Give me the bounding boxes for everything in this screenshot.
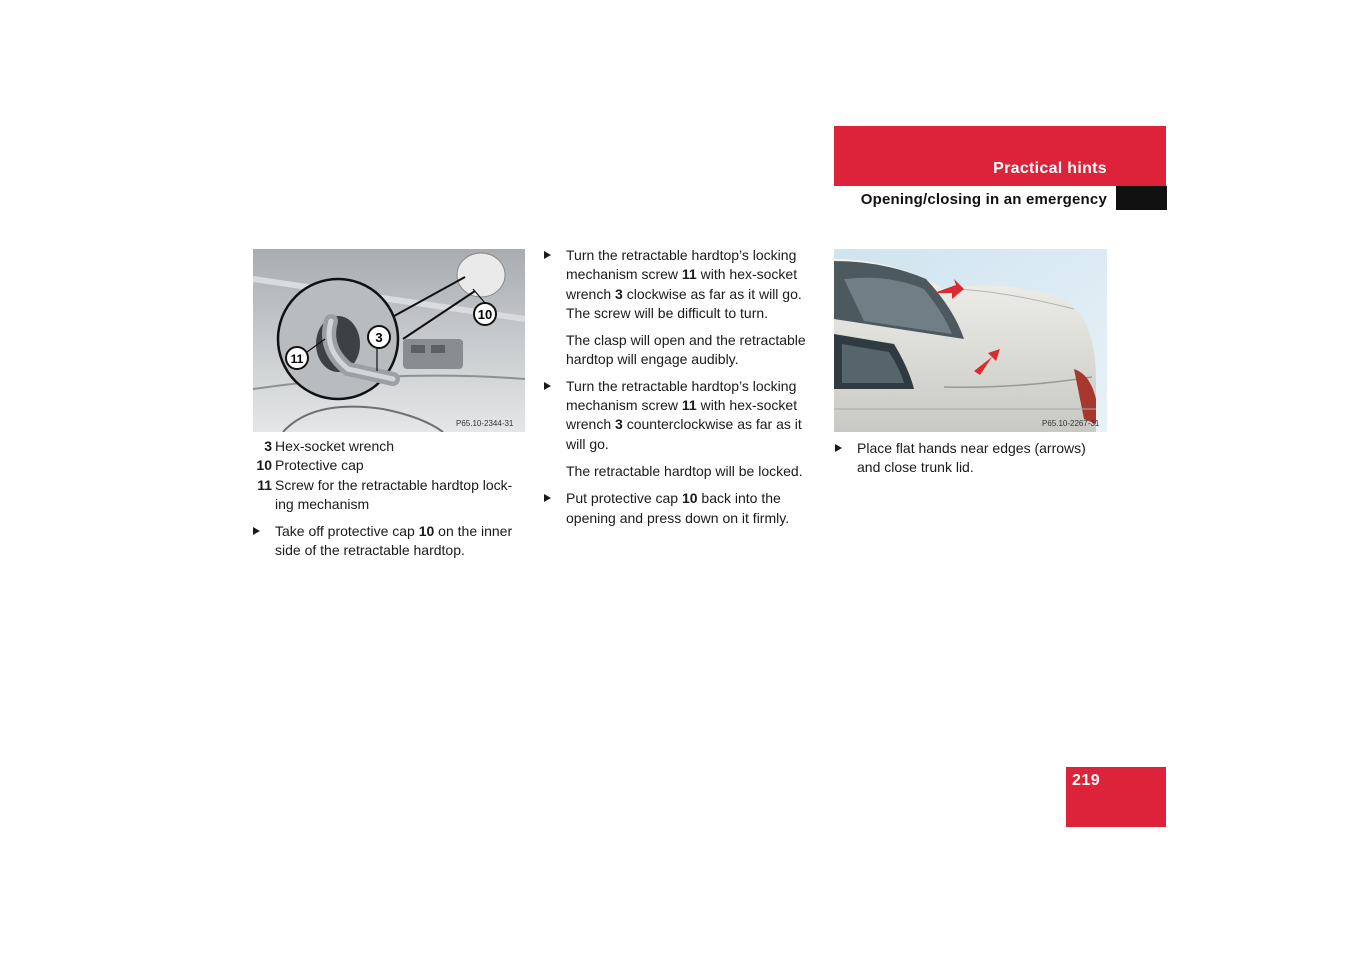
column-1	[253, 437, 528, 561]
step-replace-cap: Put protective cap 10 back into the opening and press down on it firmly.	[544, 489, 816, 528]
note-clasp-open: The clasp will open and the retractable hardtop will engage audibly.	[566, 332, 806, 368]
step-bullet-icon	[544, 494, 551, 502]
legend-item: 3 Hex-socket wrench	[264, 438, 395, 454]
section-title: Practical hints	[993, 160, 1107, 177]
figure-protective-cap	[253, 249, 525, 432]
figure-code-left: P65.10-2344-31	[456, 419, 514, 428]
callout-11: 11	[290, 352, 304, 366]
figure-trunk-lid	[834, 249, 1107, 432]
header-black-tab	[1116, 186, 1167, 210]
step-bullet-icon	[253, 527, 260, 535]
column-3	[835, 439, 1107, 478]
note-hardtop-locked: The retractable hardtop will be locked.	[566, 462, 803, 479]
step-bullet-icon	[835, 444, 842, 452]
step-bullet-icon	[544, 251, 551, 259]
subsection-title: Opening/closing in an emergency	[860, 191, 1107, 208]
step-bullet-icon	[544, 382, 551, 390]
step-unlock-screw: Turn the retractable hardtop’s locking mechanism screw 11 with hex-socket wrench 3 clockwise as far as it will go. The screw will be difficult to turn.	[544, 246, 816, 323]
page-number: 219	[1072, 772, 1101, 789]
column-2	[544, 246, 816, 528]
callout-3: 3	[375, 330, 383, 345]
legend-item: 10 Protective cap	[256, 457, 364, 474]
page-number-box	[1066, 767, 1166, 827]
step-remove-cap: Take off protective cap 10 on the inner side of the retractable hardtop.	[253, 522, 528, 561]
step-lock-screw: Turn the retractable hardtop’s locking mechanism screw 11 with hex-socket wrench 3 counterclockwise as far as it will go.	[544, 377, 816, 454]
legend-item: 11 Screw for the retractable hardtop lock-ing mechanism	[257, 476, 513, 512]
callout-10: 10	[477, 307, 493, 322]
figure-code-right: P65.10-2267-31	[1042, 419, 1100, 428]
step-close-trunk: Place flat hands near edges (arrows) and close trunk lid.	[835, 439, 1107, 478]
